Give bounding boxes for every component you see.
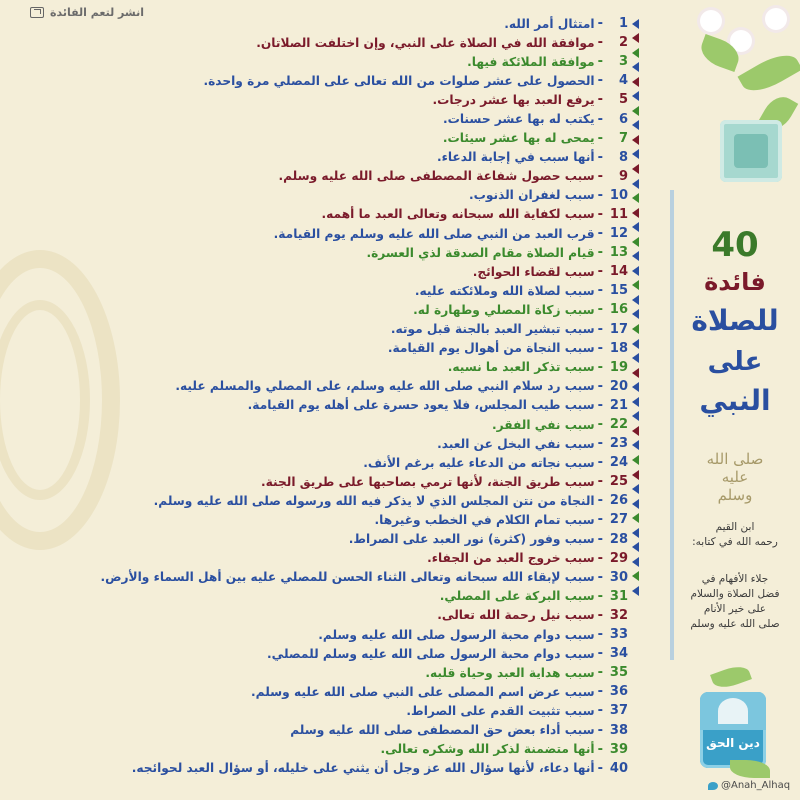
marker-triangle-icon — [632, 324, 639, 334]
item-dash: - — [597, 684, 603, 700]
marker-triangle-icon — [632, 280, 639, 290]
item-number: 19 — [609, 359, 628, 375]
book-line-1: جلاء الأفهام في — [701, 573, 769, 585]
marker-triangle-icon — [632, 411, 639, 421]
item-number: 40 — [609, 760, 628, 776]
mosque-icon — [718, 698, 748, 724]
title-line-3: على — [707, 347, 763, 377]
item-text: الحصول على عشر صلوات من الله تعالى على المصلي مرة واحدة. — [203, 73, 595, 88]
marker-triangle-icon — [632, 586, 639, 596]
item-dash: - — [597, 397, 603, 413]
marker-triangle-icon — [632, 179, 639, 189]
item-text: سبب دوام محبة الرسول صلى الله عليه وسلم للمصلي. — [266, 646, 595, 661]
marker-triangle-icon — [632, 222, 639, 232]
item-number: 30 — [609, 569, 628, 585]
list-item — [28, 300, 628, 319]
marker-triangle-icon — [632, 426, 639, 436]
book-block — [676, 572, 794, 632]
item-text: سبب تثبيت القدم على الصراط. — [406, 703, 595, 718]
marker-triangle-icon — [632, 237, 639, 247]
item-text: سبب رد سلام النبي صلى الله عليه وسلم، على المصلي والمسلم عليه. — [175, 379, 595, 394]
marker-triangle-icon — [632, 353, 639, 363]
item-text: يمحى له بها عشر سيئات. — [442, 131, 595, 146]
item-number: 25 — [609, 474, 628, 490]
item-dash: - — [597, 722, 603, 738]
item-number: 36 — [609, 684, 628, 700]
marker-triangle-icon — [632, 528, 639, 538]
item-number: 20 — [609, 378, 628, 394]
list-item — [28, 720, 628, 739]
item-number: 3 — [618, 54, 628, 70]
list-markers — [632, 14, 642, 600]
item-text: أنها سبب في إجابة الدعاء. — [437, 150, 595, 165]
logo-text: دين الحق — [706, 736, 760, 750]
item-text: سبب طيب المجلس، فلا يعود حسرة على أهله يوم القيامة. — [247, 398, 595, 413]
item-text: سبب تمام الكلام في الخطب وغيرها. — [374, 512, 595, 527]
marker-triangle-icon — [632, 455, 639, 465]
item-dash: - — [597, 149, 603, 165]
benefits-list — [28, 14, 628, 778]
author-name: ابن القيم — [715, 521, 755, 533]
item-text: سبب نيل رحمة الله تعالى. — [437, 608, 595, 623]
marker-triangle-icon — [632, 557, 639, 567]
item-number: 32 — [609, 607, 628, 623]
item-number: 2 — [618, 35, 628, 51]
title-line-1: فائدة — [704, 268, 766, 296]
item-dash: - — [597, 340, 603, 356]
item-number: 39 — [609, 741, 628, 757]
item-number: 35 — [609, 665, 628, 681]
share-label: انشر لتعم الفائدة — [50, 6, 144, 19]
item-number: 13 — [609, 245, 628, 261]
leaf-decoration — [730, 760, 770, 778]
marker-triangle-icon — [632, 295, 639, 305]
list-item — [28, 415, 628, 434]
item-dash: - — [597, 646, 603, 662]
item-number: 27 — [609, 512, 628, 528]
item-dash: - — [597, 16, 603, 32]
marker-triangle-icon — [632, 266, 639, 276]
list-item — [28, 701, 628, 720]
item-dash: - — [597, 512, 603, 528]
list-item — [28, 377, 628, 396]
item-dash: - — [597, 703, 603, 719]
divider-line — [670, 190, 674, 660]
item-number: 31 — [609, 588, 628, 604]
list-item — [28, 472, 628, 491]
author-block — [676, 520, 794, 550]
item-dash: - — [597, 92, 603, 108]
item-text: سبب تذكر العبد ما نسيه. — [447, 360, 595, 375]
item-dash: - — [597, 665, 603, 681]
list-item — [28, 33, 628, 52]
marker-triangle-icon — [632, 571, 639, 581]
item-text: سبب حصول شفاعة المصطفى صلى الله عليه وسلم. — [278, 169, 595, 184]
item-dash: - — [597, 321, 603, 337]
item-dash: - — [597, 455, 603, 471]
item-number: 14 — [609, 264, 628, 280]
list-item — [28, 434, 628, 453]
list-item — [28, 358, 628, 377]
list-item — [28, 491, 628, 510]
item-text: امتثال أمر الله. — [504, 16, 595, 31]
list-item — [28, 740, 628, 759]
list-item — [28, 90, 628, 109]
item-number: 11 — [609, 206, 628, 222]
marker-triangle-icon — [632, 208, 639, 218]
item-number: 22 — [609, 417, 628, 433]
item-number: 7 — [618, 130, 628, 146]
item-text: أنها دعاء، لأنها سؤال الله عز وجل أن يثني على خليله، أو سؤال العبد لحوائجه. — [131, 761, 595, 776]
item-text: سبب عرض اسم المصلى على النبي صلى الله عليه وسلم. — [251, 684, 595, 699]
marker-triangle-icon — [632, 499, 639, 509]
item-text: سبب البركة على المصلي. — [439, 589, 595, 604]
item-text: سبب طريق الجنة، لأنها ترمي بصاحبها على طريق الجنة. — [260, 474, 595, 489]
list-item — [28, 262, 628, 281]
item-dash: - — [597, 760, 603, 776]
marker-triangle-icon — [632, 91, 639, 101]
item-dash: - — [597, 417, 603, 433]
item-text: قرب العبد من النبي صلى الله عليه وسلم يوم القيامة. — [273, 226, 595, 241]
item-number: 26 — [609, 493, 628, 509]
item-text: موافقة الملائكة فيها. — [467, 54, 595, 69]
item-dash: - — [597, 569, 603, 585]
marker-triangle-icon — [632, 149, 639, 159]
item-dash: - — [597, 206, 603, 222]
item-text: النجاة من نتن المجلس الذي لا يذكر فيه الله ورسوله صلى الله عليه وسلم. — [153, 493, 595, 508]
marker-triangle-icon — [632, 470, 639, 480]
item-number: 24 — [609, 455, 628, 471]
item-number: 6 — [618, 111, 628, 127]
marker-triangle-icon — [632, 106, 639, 116]
item-number: 5 — [618, 92, 628, 108]
marker-triangle-icon — [632, 120, 639, 130]
list-item — [28, 109, 628, 128]
calligraphy: صلى الله عليه وسلم — [706, 450, 764, 504]
item-text: سبب تبشير العبد بالجنة قبل موته. — [390, 322, 595, 337]
list-item — [28, 549, 628, 568]
list-item — [28, 148, 628, 167]
item-dash: - — [597, 111, 603, 127]
item-dash: - — [597, 436, 603, 452]
marker-triangle-icon — [632, 440, 639, 450]
book-line-3: على خير الأنام — [703, 603, 767, 615]
item-dash: - — [597, 550, 603, 566]
item-number: 29 — [609, 550, 628, 566]
item-text: قيام الصلاة مقام الصدقة لذي العسرة. — [366, 245, 595, 260]
marker-triangle-icon — [632, 397, 639, 407]
item-dash: - — [597, 264, 603, 280]
item-text: سبب لكفاية الله سبحانه وتعالى العبد ما أهمه. — [321, 207, 595, 222]
title-line-4: النبي — [699, 384, 771, 417]
item-text: سبب لإبقاء الله سبحانه وتعالى الثناء الحسن للمصلي عليه بين أهل السماء والأرض. — [100, 570, 595, 585]
list-item — [28, 663, 628, 682]
item-number: 9 — [618, 168, 628, 184]
item-number: 15 — [609, 283, 628, 299]
list-item — [28, 510, 628, 529]
item-number: 1 — [618, 16, 628, 32]
item-text: يكتب له بها عشر حسنات. — [442, 112, 595, 127]
flower-decoration — [765, 8, 787, 30]
item-text: سبب نفي الفقر. — [492, 417, 595, 432]
item-dash: - — [597, 588, 603, 604]
item-dash: - — [597, 54, 603, 70]
marker-triangle-icon — [632, 193, 639, 203]
item-text: سبب وفور (كثرة) نور العبد على الصراط. — [348, 532, 595, 547]
book-line-2: فضل الصلاة والسلام — [690, 588, 780, 600]
author-note: رحمه الله في كتابه: — [692, 536, 778, 548]
item-dash: - — [597, 226, 603, 242]
item-dash: - — [597, 359, 603, 375]
item-dash: - — [597, 378, 603, 394]
item-number: 17 — [609, 321, 628, 337]
marker-triangle-icon — [632, 484, 639, 494]
marker-triangle-icon — [632, 77, 639, 87]
list-item — [28, 167, 628, 186]
quran-box-decoration — [720, 120, 782, 182]
item-dash: - — [597, 627, 603, 643]
item-number: 37 — [609, 703, 628, 719]
handle-text: @Anah_Alhaq — [721, 780, 791, 791]
item-text: سبب هداية العبد وحياة قلبه. — [425, 665, 595, 680]
marker-triangle-icon — [632, 251, 639, 261]
list-item — [28, 339, 628, 358]
twitter-bird-icon — [708, 782, 718, 790]
list-item — [28, 129, 628, 148]
list-item — [28, 396, 628, 415]
leaf-decoration — [710, 662, 752, 692]
item-number: 18 — [609, 340, 628, 356]
marker-triangle-icon — [632, 33, 639, 43]
list-item — [28, 281, 628, 300]
title-number: 40 — [711, 225, 759, 265]
item-dash: - — [597, 35, 603, 51]
marker-triangle-icon — [632, 48, 639, 58]
item-dash: - — [597, 187, 603, 203]
flower-decoration — [700, 10, 722, 32]
leaf-decoration — [738, 47, 800, 100]
item-dash: - — [597, 474, 603, 490]
list-item — [28, 682, 628, 701]
list-item — [28, 205, 628, 224]
item-dash: - — [597, 245, 603, 261]
list-item — [28, 186, 628, 205]
item-number: 12 — [609, 226, 628, 242]
item-dash: - — [597, 302, 603, 318]
list-item — [28, 587, 628, 606]
item-text: سبب نفي البخل عن العبد. — [437, 436, 595, 451]
list-item — [28, 759, 628, 778]
marker-triangle-icon — [632, 164, 639, 174]
item-text: سبب أداء بعض حق المصطفى صلى الله عليه وسلم — [290, 723, 595, 738]
item-text: سبب لقضاء الحوائج. — [472, 264, 595, 279]
item-number: 10 — [609, 187, 628, 203]
list-item — [28, 14, 628, 33]
item-text: سبب لصلاة الله وملائكته عليه. — [414, 283, 595, 298]
marker-triangle-icon — [632, 513, 639, 523]
marker-triangle-icon — [632, 309, 639, 319]
list-item — [28, 320, 628, 339]
item-dash: - — [597, 741, 603, 757]
title-line-2: للصلاة — [691, 304, 779, 337]
list-item — [28, 71, 628, 90]
marker-triangle-icon — [632, 542, 639, 552]
item-number: 21 — [609, 397, 628, 413]
item-dash: - — [597, 73, 603, 89]
twitter-handle[interactable] — [708, 780, 798, 791]
item-dash: - — [597, 168, 603, 184]
marker-triangle-icon — [632, 368, 639, 378]
item-number: 38 — [609, 722, 628, 738]
list-item — [28, 243, 628, 262]
list-item — [28, 453, 628, 472]
item-number: 34 — [609, 646, 628, 662]
marker-triangle-icon — [632, 62, 639, 72]
item-text: سبب زكاة المصلي وطهارة له. — [413, 302, 595, 317]
marker-triangle-icon — [632, 339, 639, 349]
list-item — [28, 224, 628, 243]
item-number: 23 — [609, 436, 628, 452]
list-item — [28, 625, 628, 644]
item-text: موافقة الله في الصلاة على النبي، وإن اختلفت الصلاتان. — [256, 35, 595, 50]
marker-triangle-icon — [632, 382, 639, 392]
item-text: سبب النجاة من أهوال يوم القيامة. — [387, 341, 595, 356]
item-text: سبب نجاته من الدعاء عليه برغم الأنف. — [363, 455, 595, 470]
item-text: يرفع العبد بها عشر درجات. — [432, 92, 595, 107]
item-dash: - — [597, 531, 603, 547]
item-text: سبب دوام محبة الرسول صلى الله عليه وسلم. — [318, 627, 595, 642]
item-text: أنها متضمنة لذكر الله وشكره تعالى. — [380, 742, 595, 757]
item-text: سبب خروج العبد من الجفاء. — [427, 551, 595, 566]
list-item — [28, 606, 628, 625]
list-item — [28, 568, 628, 587]
book-line-4: صلى الله عليه وسلم — [690, 618, 780, 630]
item-dash: - — [597, 130, 603, 146]
item-number: 16 — [609, 302, 628, 318]
item-dash: - — [597, 607, 603, 623]
item-dash: - — [597, 283, 603, 299]
item-number: 28 — [609, 531, 628, 547]
item-dash: - — [597, 493, 603, 509]
poster-title — [680, 225, 790, 421]
logo — [700, 692, 766, 768]
item-number: 4 — [618, 73, 628, 89]
list-item — [28, 52, 628, 71]
marker-triangle-icon — [632, 19, 639, 29]
list-item — [28, 644, 628, 663]
marker-triangle-icon — [632, 135, 639, 145]
item-text: سبب لغفران الذنوب. — [468, 188, 595, 203]
item-number: 33 — [609, 627, 628, 643]
list-item — [28, 530, 628, 549]
item-number: 8 — [618, 149, 628, 165]
